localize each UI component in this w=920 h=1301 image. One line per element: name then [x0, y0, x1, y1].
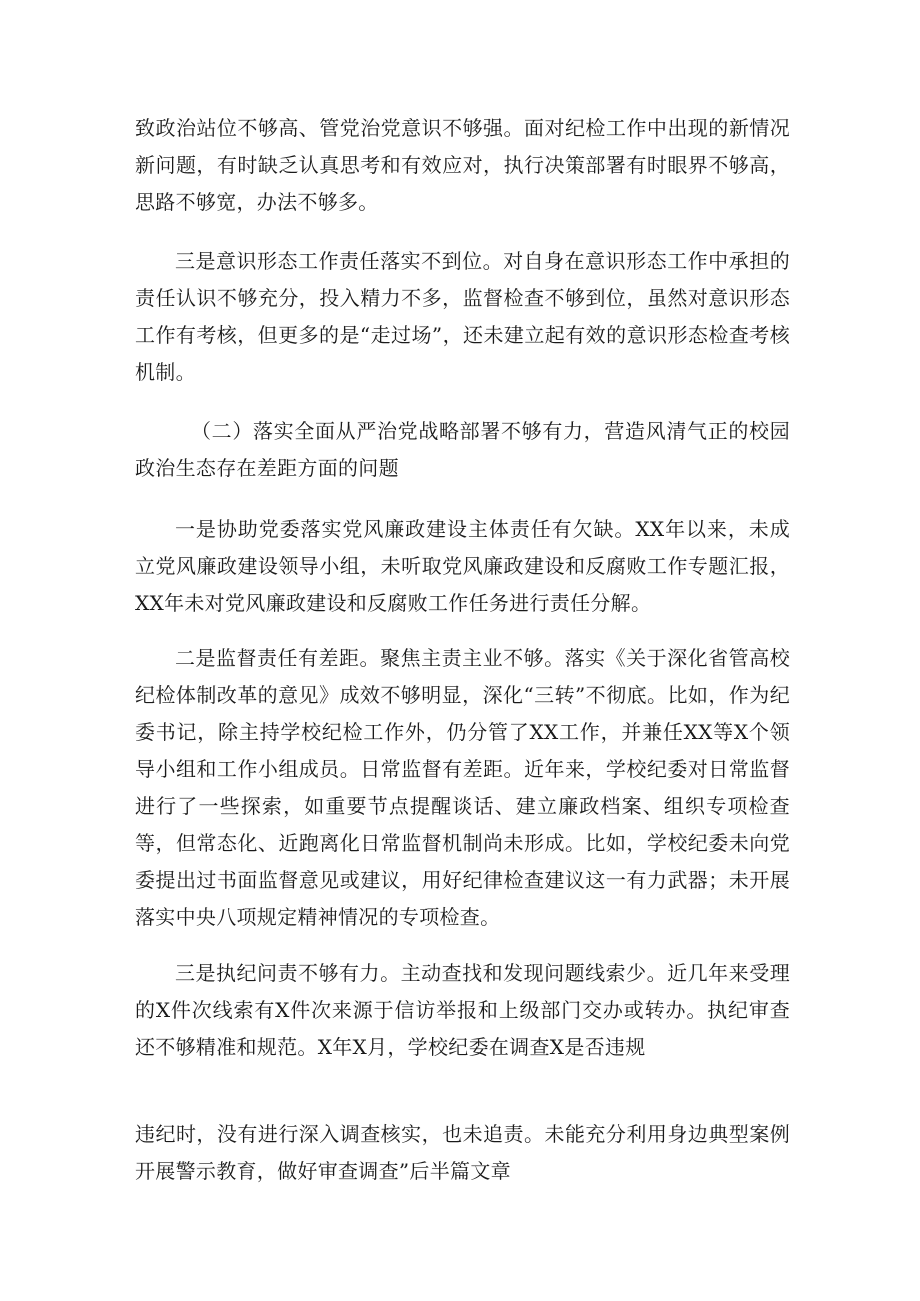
paragraph-continuation: 违纪时，没有进行深入调查核实，也未追责。未能充分利用身边典型案例开展警示教育，做好审查调查”后半篇文章: [135, 1122, 790, 1183]
paragraph-discipline-accountability: 三是执纪问责不够有力。主动查找和发现问题线索少。近几年来受理的X件次线索有X件次来源于信访举报和上级部门交办或转办。执纪审查还不够精准和规范。X年X月，学校纪委在调查X是否违规: [135, 961, 790, 1059]
paragraph-political-stance: 致政治站位不够高、管党治党意识不够强。面对纪检工作中出现的新情况新问题，有时缺乏认真思考和有效应对，执行决策部署有时眼界不够高，思路不够宽，办法不够多。: [135, 116, 790, 214]
section-heading-two: （二）落实全面从严治党战略部署不够有力，营造风清气正的校园政治生态存在差距方面的问题: [135, 419, 790, 480]
paragraph-ideology-responsibility: 三是意识形态工作责任落实不到位。对自身在意识形态工作中承担的责任认识不够充分，投入精力不多，监督检查不够到位，虽然对意识形态工作有考核，但更多的是“走过场”，还未建立起有效的意识形态检查考核机制。: [135, 249, 790, 384]
paragraph-party-committee-assistance: 一是协助党委落实党风廉政建设主体责任有欠缺。XX年以来，未成立党风廉政建设领导小组，未听取党风廉政建设和反腐败工作专题汇报，XX年未对党风廉政建设和反腐败工作任务进行责任分解。: [135, 517, 790, 615]
paragraph-supervision-responsibility: 二是监督责任有差距。聚焦主责主业不够。落实《关于深化省管高校纪检体制改革的意见》成效不够明显，深化“三转”不彻底。比如，作为纪委书记，除主持学校纪检工作外，仍分管了XX工作，并兼任XX等X个领导小组和工作小组成员。日常监督有差距。近年来，学校纪委对日常监督进行了一些探索，如重要节点提醒谈话、建立廉政档案、组织专项检查等，但常态化、近跑离化日常监督机制尚未形成。比如，学校纪委未向党委提出过书面监督意见或建议，用好纪律检查建议这一有力武器；未开展落实中央八项规定精神情况的专项检查。: [135, 646, 790, 929]
